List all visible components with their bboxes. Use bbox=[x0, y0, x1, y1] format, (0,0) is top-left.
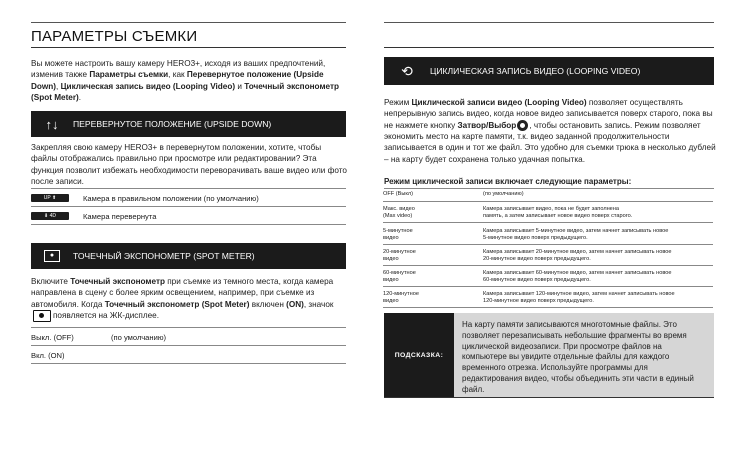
upside-row-label: Камера перевернута bbox=[83, 211, 157, 221]
looping-option-row bbox=[383, 206, 713, 223]
hint-bottom-rule bbox=[384, 397, 714, 398]
looping-option-row bbox=[383, 270, 713, 287]
hint-text: На карту памяти записываются многотомные файлы. Это позволяет перезаписывать небольшие фрагменты во время циклической видеозаписи. При просмотре файлов на компьютере вы увидите отдельные файлы для каждого временного отрезка. Используйте программы для редактирования видео, чтобы объединить эти части в единый файл. bbox=[462, 320, 694, 394]
option-name: Макс. видео (Max video) bbox=[383, 206, 415, 219]
spot-row-off bbox=[31, 329, 346, 346]
upside-flipped-icon: ⬇ 4D bbox=[31, 212, 69, 220]
spot-meter-title: ТОЧЕЧНЫЙ ЭКСПОНОМЕТР (SPOT METER) bbox=[73, 251, 255, 261]
option-desc: Камера записывает 20-минутное видео, затем начнет записывать новое 20-минутное видео поверх предыдущего. bbox=[483, 249, 672, 262]
option-desc: (по умолчанию) bbox=[483, 191, 524, 197]
looping-video-title: ЦИКЛИЧЕСКАЯ ЗАПИСЬ ВИДЕО (LOOPING VIDEO) bbox=[430, 66, 641, 76]
option-name: 20-минутное видео bbox=[383, 249, 416, 262]
upside-row-label: Камера в правильном положении (по умолчанию) bbox=[83, 193, 259, 203]
up-down-arrows-icon: ↑↓ bbox=[45, 116, 59, 132]
page-title: ПАРАМЕТРЫ СЪЕМКИ bbox=[31, 28, 198, 45]
option-desc: Камера записывает 5-минутное видео, затем начнет записывать новое 5-минутное видео поверх предыдущего. bbox=[483, 228, 669, 241]
spot-meter-inline-icon bbox=[33, 310, 51, 322]
top-rule-left bbox=[31, 22, 346, 23]
option-desc: Камера записывает видео, пока не будет заполнена память, а затем записывает новое видео поверх старого. bbox=[483, 206, 633, 219]
shutter-select-icon bbox=[517, 120, 528, 131]
option-name: 5-минутное видео bbox=[383, 228, 413, 241]
intro-paragraph: Вы можете настроить вашу камеру HERO3+, исходя из ваших предпочтений, изменив также Параметры съемки, как Перевернутое положение (Upside Down), Циклическая запись видео (Looping Video) и Точечный экспонометр (Spot Meter). bbox=[31, 59, 339, 102]
options-heading: Режим циклической записи включает следующие параметры: bbox=[384, 177, 632, 186]
upside-table-top bbox=[31, 188, 346, 189]
option-name: 120-минутное видео bbox=[383, 291, 419, 304]
title-rule bbox=[31, 47, 346, 48]
hint-box bbox=[384, 313, 714, 397]
spot-option-note: (по умолчанию) bbox=[111, 332, 167, 342]
upside-down-description: Закрепляя свою камеру HERO3+ в перевернутом положении, хотите, чтобы файлы отображались правильно при просмотре или редактировании? Эта функция позволит избежать необходимости переворачивать ваше видео или фото после записи. bbox=[31, 143, 347, 186]
option-name: 60-минутное видео bbox=[383, 270, 416, 283]
looping-option-row bbox=[383, 291, 713, 308]
right-title-rule bbox=[384, 47, 714, 48]
option-desc: Камера записывает 120-минутное видео, затем начнет записывать новое 120-минутное видео поверх предыдущего. bbox=[483, 291, 675, 304]
spot-option-name: Вкл. (ON) bbox=[31, 350, 65, 360]
spot-row-on bbox=[31, 347, 346, 364]
looping-option-row bbox=[383, 249, 713, 266]
top-rule-right bbox=[384, 22, 714, 23]
upside-normal-icon: UP ⬆ bbox=[31, 194, 69, 202]
upside-row-flipped bbox=[31, 208, 346, 225]
hint-label: ПОДСКАЗКА: bbox=[384, 313, 454, 397]
upside-row-normal bbox=[31, 190, 346, 207]
option-desc: Камера записывает 60-минутное видео, затем начнет записывать новое 60-минутное видео поверх предыдущего. bbox=[483, 270, 672, 283]
spot-meter-description: Включите Точечный экспонометр при съемке из темного места, когда камера направлена в сцену с более ярким освещением, например, при съемке из автомобиля. Когда Точечный экспонометр (Spot Meter) включен (ON), значокпоявляется на ЖК-дисплее. bbox=[31, 277, 334, 321]
looping-video-description: Режим Циклической записи видео (Looping Video) позволяет осуществлять непрерывную запись видео, когда новое видео записывается поверх старого, пока вы не нажмете кнопку Затвор/Выбор , чтобы остановить запись. Режим позволяет экономить место на карте памяти, т.к. видео заданной продолжительности записывается в один и тот же файл. Это удобно для съемки трюка в несколько дублей – на карту будет сохранена только удачная попытка. bbox=[384, 98, 716, 164]
spot-option-name: Выкл. (OFF) bbox=[31, 332, 74, 342]
looping-video-icon: ⟲ bbox=[401, 62, 413, 79]
spot-table-top bbox=[31, 327, 346, 328]
upside-down-title: ПЕРЕВЕРНУТОЕ ПОЛОЖЕНИЕ (UPSIDE DOWN) bbox=[73, 119, 272, 129]
spot-meter-icon: ● bbox=[31, 250, 73, 262]
spot-meter-header bbox=[31, 243, 346, 269]
upside-down-header bbox=[31, 111, 346, 137]
looping-option-row bbox=[383, 228, 713, 245]
looping-option-row bbox=[383, 191, 713, 202]
options-table-top bbox=[384, 188, 714, 189]
option-name: OFF (Выкл) bbox=[383, 191, 413, 197]
looping-video-header bbox=[384, 57, 714, 85]
